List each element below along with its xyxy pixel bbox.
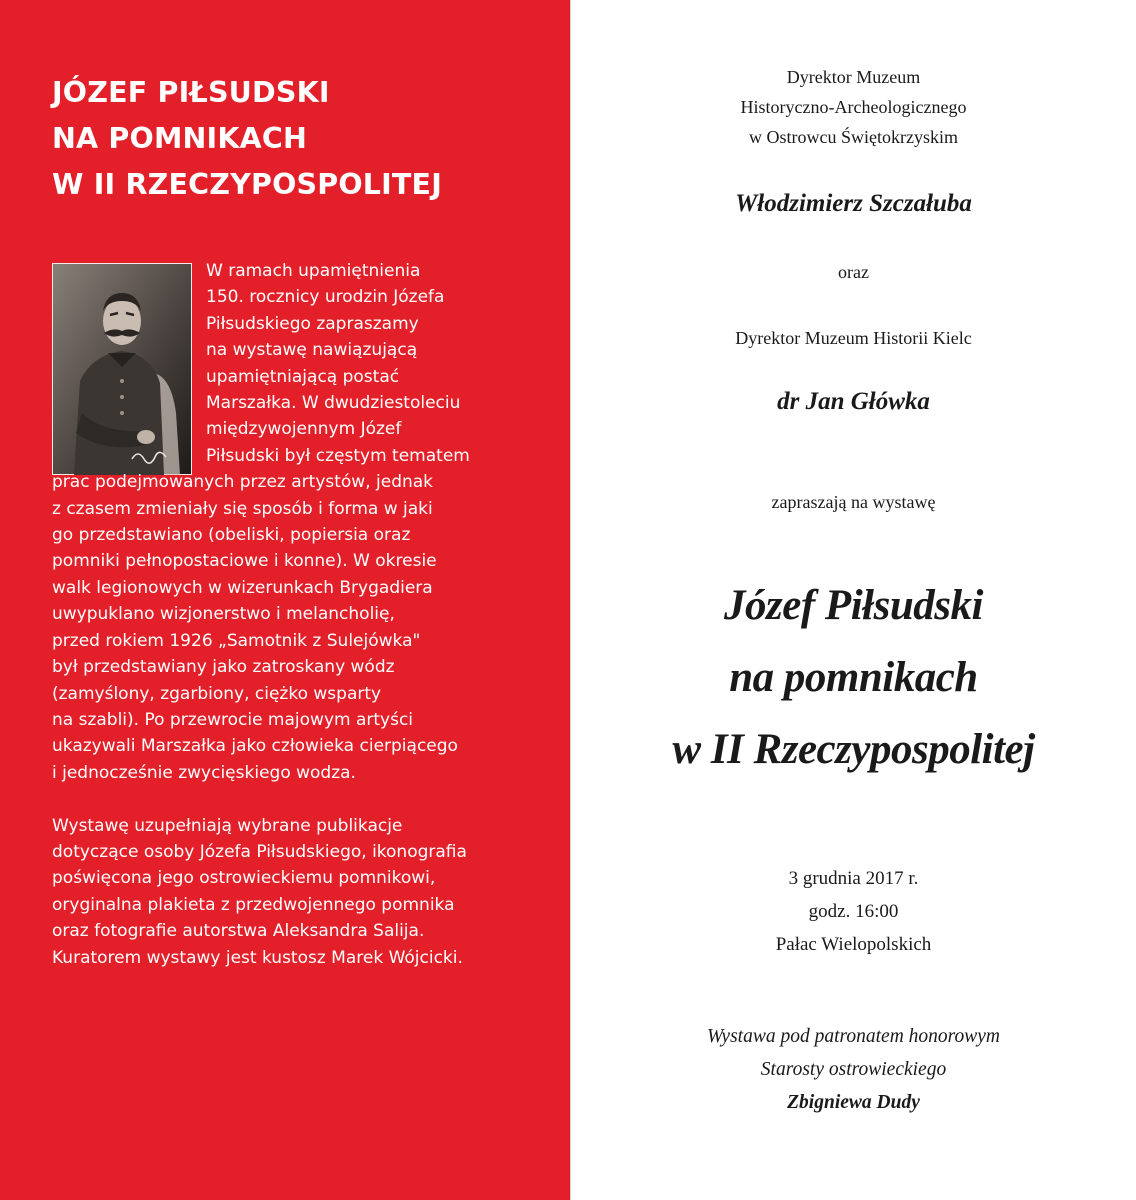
paragraph1-line: 150. rocznicy urodzin Józefa	[206, 287, 445, 308]
patronage	[571, 1020, 1136, 1119]
exhibition-title-line-2: na pomnikach	[729, 654, 978, 701]
paragraph1-line: był przedstawiany jako zatroskany wódz	[52, 657, 395, 678]
paragraph1-line: i jednocześnie zwycięskiego wodza.	[52, 762, 356, 783]
paragraph1-line: międzywojennym Józef	[206, 419, 402, 440]
paragraph-gap	[52, 786, 562, 812]
left-title-line-1: JÓZEF PIŁSUDSKI	[52, 76, 330, 109]
organizer-2: Dyrektor Muzeum Historii Kielc	[735, 328, 972, 348]
patronage-line-1: Wystawa pod patronatem honorowym	[706, 1026, 1001, 1047]
organizer-1	[571, 62, 1136, 152]
director-name-2: dr Jan Główka	[777, 388, 930, 415]
paragraph1-line: Piłsudski był częstym tematem	[206, 445, 470, 466]
exhibition-title-line-1: Józef Piłsudski	[724, 582, 983, 629]
event-venue: Pałac Wielopolskich	[775, 934, 932, 955]
paragraph1-line: Piłsudskiego zapraszamy	[206, 313, 419, 334]
paragraph1-line: na szabli). Po przewrocie majowym artyści	[52, 709, 414, 730]
patronage-line-2: Starosty ostrowieckiego	[760, 1059, 947, 1080]
invite-text: zapraszają na wystawę	[771, 492, 936, 512]
organizer-1-line-3: w Ostrowcu Świętokrzyskim	[749, 127, 958, 147]
description-text	[52, 258, 562, 971]
paragraph1-line: pomniki pełnopostaciowe i konne). W okresie	[52, 551, 437, 572]
event-time: godz. 16:00	[808, 901, 899, 922]
paragraph1-line: (zamyślony, zgarbiony, ciężko wsparty	[52, 683, 382, 704]
paragraph2-line: Kuratorem wystawy jest kustosz Marek Wójcicki.	[52, 947, 463, 968]
left-title	[52, 70, 552, 208]
paragraph1-line: go przedstawiano (obeliski, popiersia oraz	[52, 525, 411, 546]
paragraph2-line: poświęcona jego ostrowieckiemu pomnikowi,	[52, 868, 436, 889]
paragraph1-line: Marszałka. W dwudziestoleciu	[206, 393, 461, 414]
paragraph2-line: dotyczące osoby Józefa Piłsudskiego, ikonografia	[52, 841, 467, 862]
organizer-1-line-2: Historyczno-Archeologicznego	[740, 97, 967, 117]
paragraph1-line: na wystawę nawiązującą	[206, 340, 418, 361]
paragraph1-line: przed rokiem 1926 „Samotnik z Sulejówka"	[52, 630, 421, 651]
paragraph2-line: oryginalna plakieta z przedwojennego pomnika	[52, 894, 455, 915]
director-name-1: Włodzimierz Szczałuba	[735, 190, 972, 217]
paragraph2-line: oraz fotografie autorstwa Aleksandra Salija.	[52, 921, 425, 942]
conjunction-text: oraz	[838, 262, 869, 282]
paragraph1-line: W ramach upamiętnienia	[206, 261, 421, 281]
patronage-name: Zbigniewa Dudy	[787, 1092, 920, 1113]
right-panel	[571, 0, 1136, 1200]
paragraph1-line: ukazywali Marszałka jako człowieka cierpiącego	[52, 736, 458, 757]
left-title-line-3: W II RZECZYPOSPOLITEJ	[52, 168, 443, 201]
paragraph1-line: uwypuklano wizjonerstwo i melancholię,	[52, 604, 395, 625]
paragraph1-line: walk legionowych w wizerunkach Brygadiera	[52, 577, 433, 598]
paragraph1-line: upamiętniającą postać	[206, 366, 400, 387]
event-details	[571, 862, 1136, 961]
exhibition-title	[571, 570, 1136, 786]
event-date: 3 grudnia 2017 r.	[788, 868, 919, 889]
paragraph1-line: z czasem zmieniały się sposób i forma w jaki	[52, 498, 433, 519]
paragraph2-line: Wystawę uzupełniają wybrane publikacje	[52, 815, 403, 836]
organizer-1-line-1: Dyrektor Muzeum	[786, 67, 921, 87]
left-title-line-2: NA POMNIKACH	[52, 122, 308, 155]
paragraph1-line: prac podejmowanych przez artystów, jednak	[52, 472, 434, 493]
exhibition-title-line-3: w II Rzeczypospolitej	[672, 726, 1035, 773]
